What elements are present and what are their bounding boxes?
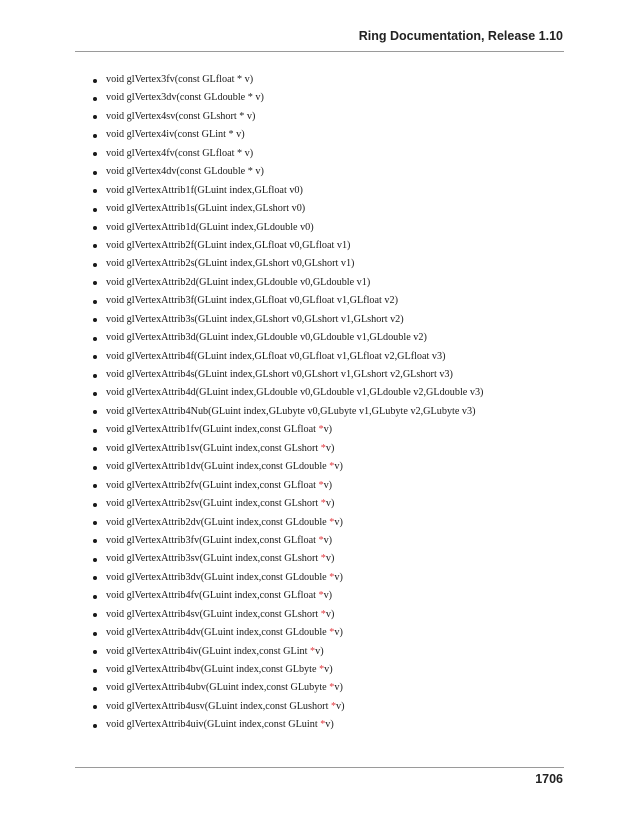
signature-tail: v) xyxy=(325,553,335,565)
signature-text: void glVertexAttrib4ubv(GLuint index,const GLubyte xyxy=(106,682,330,694)
signature-text: void glVertexAttrib4dv(GLuint index,const GLdouble xyxy=(106,627,330,639)
signature-text: void glVertexAttrib4bv(GLuint index,const GLbyte xyxy=(106,664,320,675)
pointer-asterisk: * xyxy=(329,516,335,528)
list-item xyxy=(93,89,483,107)
list-item xyxy=(93,384,483,402)
pointer-asterisk: * xyxy=(329,571,335,583)
pointer-asterisk: * xyxy=(318,590,324,602)
list-item xyxy=(93,108,483,126)
footer-divider xyxy=(75,767,564,768)
pointer-asterisk: * xyxy=(320,553,326,565)
pointer-asterisk: * xyxy=(319,664,325,675)
signature-tail: v) xyxy=(325,608,335,620)
pointer-asterisk: * xyxy=(320,442,326,454)
signature-text: void glVertexAttrib3sv(GLuint index,const GLshort xyxy=(106,553,321,565)
signature-text: void glVertexAttrib4Nub(GLuint index,GLubyte v0,GLubyte v1,GLubyte v2,GLubyte v3) xyxy=(106,405,476,417)
list-item xyxy=(93,421,483,439)
signature-text: void glVertexAttrib2d(GLuint index,GLdouble v0,GLdouble v1) xyxy=(106,276,371,288)
list-item xyxy=(93,219,483,237)
signature-tail: v) xyxy=(334,516,343,528)
list-item xyxy=(93,569,483,587)
pointer-asterisk: * xyxy=(320,608,326,620)
signature-text: void glVertex4iv(const GLint * v) xyxy=(106,129,245,141)
signature-text: void glVertexAttrib2dv(GLuint index,const GLdouble xyxy=(106,516,330,528)
signature-text: void glVertexAttrib2s(GLuint index,GLshort v0,GLshort v1) xyxy=(106,258,355,270)
signature-text: void glVertex3dv(const GLdouble * v) xyxy=(106,92,264,104)
signature-tail: v) xyxy=(334,571,343,583)
signature-text: void glVertexAttrib1sv(GLuint index,const GLshort xyxy=(106,442,321,454)
list-item xyxy=(93,71,483,89)
signature-text: void glVertexAttrib4d(GLuint index,GLdouble v0,GLdouble v1,GLdouble v2,GLdouble v3) xyxy=(106,387,484,399)
signature-text: void glVertexAttrib3fv(GLuint index,const GLfloat xyxy=(106,534,319,546)
signature-text: void glVertexAttrib4usv(GLuint index,const GLushort xyxy=(106,700,331,712)
signature-text: void glVertexAttrib3s(GLuint index,GLshort v0,GLshort v1,GLshort v2) xyxy=(106,313,404,325)
page-number: 1706 xyxy=(535,772,563,786)
pointer-asterisk: * xyxy=(318,479,324,491)
header-divider xyxy=(75,51,564,52)
signature-text: void glVertex4sv(const GLshort * v) xyxy=(106,110,256,122)
list-item xyxy=(93,716,483,734)
pointer-asterisk: * xyxy=(320,719,326,731)
signature-text: void glVertexAttrib2f(GLuint index,GLfloat v0,GLfloat v1) xyxy=(106,239,351,251)
pointer-asterisk: * xyxy=(330,700,337,712)
list-item xyxy=(93,661,483,679)
list-item xyxy=(93,495,483,513)
list-item xyxy=(93,679,483,697)
signature-tail: v) xyxy=(323,479,333,491)
pointer-asterisk: * xyxy=(329,627,335,639)
signature-text: void glVertexAttrib2sv(GLuint index,const GLshort xyxy=(106,498,321,510)
list-item xyxy=(93,458,483,476)
signature-text: void glVertexAttrib4uiv(GLuint index,const GLuint xyxy=(106,719,321,731)
list-item xyxy=(93,587,483,605)
signature-text: void glVertexAttrib4iv(GLuint index,const GLint xyxy=(106,645,311,657)
pointer-asterisk: * xyxy=(310,645,316,657)
signature-text: void glVertexAttrib1d(GLuint index,GLdouble v0) xyxy=(106,221,314,233)
list-item xyxy=(93,237,483,255)
list-item xyxy=(93,200,483,218)
list-item xyxy=(93,366,483,384)
signature-tail: v) xyxy=(336,700,345,712)
signature-text: void glVertex4dv(const GLdouble * v) xyxy=(106,166,264,178)
signature-text: void glVertexAttrib4fv(GLuint index,const GLfloat xyxy=(106,590,319,602)
signature-text: void glVertexAttrib3f(GLuint index,GLfloat v0,GLfloat v1,GLfloat v2) xyxy=(106,295,398,307)
list-item xyxy=(93,477,483,495)
pointer-asterisk: * xyxy=(320,498,326,510)
list-item xyxy=(93,348,483,366)
signature-text: void glVertexAttrib4f(GLuint index,GLfloat v0,GLfloat v1,GLfloat v2,GLfloat v3) xyxy=(106,350,446,362)
list-item xyxy=(93,126,483,144)
signature-text: void glVertexAttrib1f(GLuint index,GLfloat v0) xyxy=(106,184,303,196)
list-item xyxy=(93,163,483,181)
list-item xyxy=(93,440,483,458)
signature-text: void glVertexAttrib2fv(GLuint index,const GLfloat xyxy=(106,479,319,491)
signature-text: void glVertex3fv(const GLfloat * v) xyxy=(106,74,254,85)
list-item xyxy=(93,624,483,642)
pointer-asterisk: * xyxy=(329,461,335,473)
list-item xyxy=(93,514,483,532)
signature-text: void glVertexAttrib1dv(GLuint index,const GLdouble xyxy=(106,461,330,473)
signature-text: void glVertexAttrib1s(GLuint index,GLshort v0) xyxy=(106,203,306,215)
list-item xyxy=(93,550,483,568)
list-item xyxy=(93,643,483,661)
pointer-asterisk: * xyxy=(318,424,324,436)
signature-tail: v) xyxy=(334,682,343,694)
signature-tail: v) xyxy=(334,627,343,639)
signature-text: void glVertexAttrib4sv(GLuint index,const GLshort xyxy=(106,608,321,620)
signature-tail: v) xyxy=(334,461,343,473)
list-item xyxy=(93,403,483,421)
pointer-asterisk: * xyxy=(329,682,335,694)
signature-tail: v) xyxy=(325,442,335,454)
signature-tail: v) xyxy=(323,534,333,546)
list-item xyxy=(93,698,483,716)
list-item xyxy=(93,274,483,292)
signature-tail: v) xyxy=(315,645,324,657)
signature-tail: v) xyxy=(323,590,333,602)
signature-tail: v) xyxy=(324,664,333,675)
signature-text: void glVertex4fv(const GLfloat * v) xyxy=(106,147,254,159)
signature-text: void glVertexAttrib3dv(GLuint index,const GLdouble xyxy=(106,571,330,583)
signature-text: void glVertexAttrib4s(GLuint index,GLshort v0,GLshort v1,GLshort v2,GLshort v3) xyxy=(106,369,453,380)
list-item xyxy=(93,255,483,273)
function-signature-list xyxy=(93,71,483,735)
signature-tail: v) xyxy=(325,719,334,731)
list-item xyxy=(93,292,483,310)
list-item xyxy=(93,145,483,163)
pointer-asterisk: * xyxy=(318,534,324,546)
signature-tail: v) xyxy=(323,424,333,436)
signature-text: void glVertexAttrib3d(GLuint index,GLdouble v0,GLdouble v1,GLdouble v2) xyxy=(106,332,427,344)
signature-text: void glVertexAttrib1fv(GLuint index,const GLfloat xyxy=(106,424,319,436)
list-item xyxy=(93,311,483,329)
signature-tail: v) xyxy=(325,498,335,510)
list-item xyxy=(93,606,483,624)
list-item xyxy=(93,182,483,200)
list-item xyxy=(93,532,483,550)
list-item xyxy=(93,329,483,347)
page-header-title: Ring Documentation, Release 1.10 xyxy=(358,29,563,43)
